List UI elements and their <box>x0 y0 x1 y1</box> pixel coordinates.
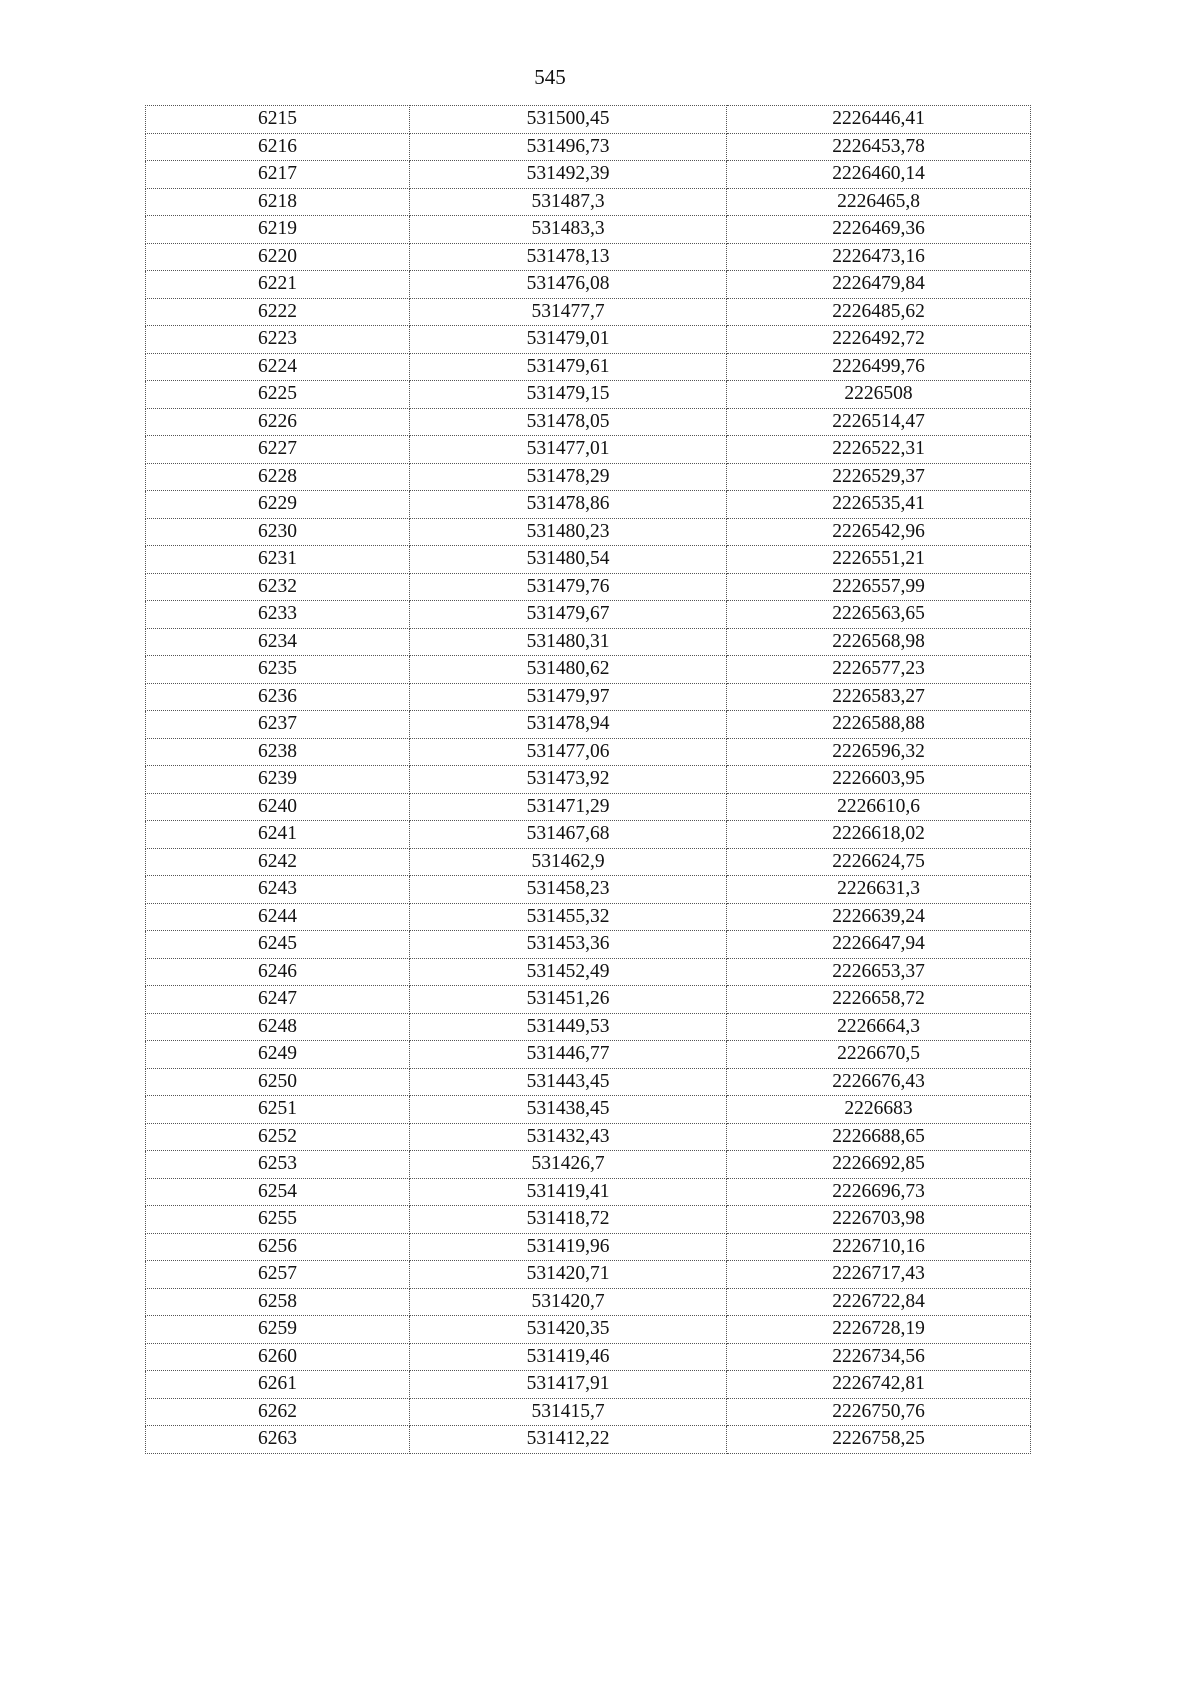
y-coordinate-cell: 2226728,19 <box>727 1316 1031 1344</box>
table-row <box>146 1288 1031 1316</box>
table-row <box>146 161 1031 189</box>
y-coordinate-cell: 2226703,98 <box>727 1206 1031 1234</box>
table-row <box>146 656 1031 684</box>
table-row <box>146 326 1031 354</box>
point-number-cell: 6258 <box>146 1288 410 1316</box>
table-row <box>146 188 1031 216</box>
x-coordinate-cell: 531438,45 <box>410 1096 727 1124</box>
point-number-cell: 6229 <box>146 491 410 519</box>
page-number: 545 <box>534 65 566 89</box>
point-number-cell: 6224 <box>146 353 410 381</box>
y-coordinate-cell: 2226624,75 <box>727 848 1031 876</box>
table-row <box>146 573 1031 601</box>
x-coordinate-cell: 531479,67 <box>410 601 727 629</box>
point-number-cell: 6237 <box>146 711 410 739</box>
y-coordinate-cell: 2226492,72 <box>727 326 1031 354</box>
table-row <box>146 1151 1031 1179</box>
y-coordinate-cell: 2226551,21 <box>727 546 1031 574</box>
y-coordinate-cell: 2226603,95 <box>727 766 1031 794</box>
table-row <box>146 1123 1031 1151</box>
coordinates-table-body <box>146 106 1031 1454</box>
y-coordinate-cell: 2226639,24 <box>727 903 1031 931</box>
x-coordinate-cell: 531480,23 <box>410 518 727 546</box>
y-coordinate-cell: 2226683 <box>727 1096 1031 1124</box>
y-coordinate-cell: 2226514,47 <box>727 408 1031 436</box>
table-row <box>146 683 1031 711</box>
point-number-cell: 6215 <box>146 106 410 134</box>
x-coordinate-cell: 531480,62 <box>410 656 727 684</box>
point-number-cell: 6249 <box>146 1041 410 1069</box>
x-coordinate-cell: 531432,43 <box>410 1123 727 1151</box>
point-number-cell: 6228 <box>146 463 410 491</box>
table-row <box>146 353 1031 381</box>
point-number-cell: 6243 <box>146 876 410 904</box>
x-coordinate-cell: 531492,39 <box>410 161 727 189</box>
x-coordinate-cell: 531452,49 <box>410 958 727 986</box>
y-coordinate-cell: 2226508 <box>727 381 1031 409</box>
point-number-cell: 6251 <box>146 1096 410 1124</box>
table-row <box>146 518 1031 546</box>
point-number-cell: 6260 <box>146 1343 410 1371</box>
table-row <box>146 931 1031 959</box>
x-coordinate-cell: 531420,7 <box>410 1288 727 1316</box>
point-number-cell: 6254 <box>146 1178 410 1206</box>
point-number-cell: 6252 <box>146 1123 410 1151</box>
point-number-cell: 6226 <box>146 408 410 436</box>
table-row <box>146 1013 1031 1041</box>
x-coordinate-cell: 531473,92 <box>410 766 727 794</box>
y-coordinate-cell: 2226446,41 <box>727 106 1031 134</box>
y-coordinate-cell: 2226479,84 <box>727 271 1031 299</box>
y-coordinate-cell: 2226588,88 <box>727 711 1031 739</box>
table-row <box>146 1206 1031 1234</box>
table-row <box>146 106 1031 134</box>
y-coordinate-cell: 2226596,32 <box>727 738 1031 766</box>
point-number-cell: 6263 <box>146 1426 410 1454</box>
table-row <box>146 986 1031 1014</box>
y-coordinate-cell: 2226465,8 <box>727 188 1031 216</box>
y-coordinate-cell: 2226742,81 <box>727 1371 1031 1399</box>
table-row <box>146 766 1031 794</box>
x-coordinate-cell: 531479,61 <box>410 353 727 381</box>
x-coordinate-cell: 531477,01 <box>410 436 727 464</box>
x-coordinate-cell: 531500,45 <box>410 106 727 134</box>
y-coordinate-cell: 2226658,72 <box>727 986 1031 1014</box>
x-coordinate-cell: 531415,7 <box>410 1398 727 1426</box>
y-coordinate-cell: 2226563,65 <box>727 601 1031 629</box>
table-row <box>146 1096 1031 1124</box>
table-row <box>146 1316 1031 1344</box>
table-row <box>146 243 1031 271</box>
table-row <box>146 903 1031 931</box>
x-coordinate-cell: 531443,45 <box>410 1068 727 1096</box>
table-row <box>146 793 1031 821</box>
point-number-cell: 6236 <box>146 683 410 711</box>
y-coordinate-cell: 2226460,14 <box>727 161 1031 189</box>
y-coordinate-cell: 2226750,76 <box>727 1398 1031 1426</box>
x-coordinate-cell: 531446,77 <box>410 1041 727 1069</box>
x-coordinate-cell: 531480,31 <box>410 628 727 656</box>
table-row <box>146 298 1031 326</box>
point-number-cell: 6261 <box>146 1371 410 1399</box>
x-coordinate-cell: 531479,01 <box>410 326 727 354</box>
table-row <box>146 711 1031 739</box>
point-number-cell: 6241 <box>146 821 410 849</box>
point-number-cell: 6218 <box>146 188 410 216</box>
x-coordinate-cell: 531477,06 <box>410 738 727 766</box>
point-number-cell: 6234 <box>146 628 410 656</box>
y-coordinate-cell: 2226618,02 <box>727 821 1031 849</box>
y-coordinate-cell: 2226469,36 <box>727 216 1031 244</box>
x-coordinate-cell: 531479,15 <box>410 381 727 409</box>
x-coordinate-cell: 531480,54 <box>410 546 727 574</box>
y-coordinate-cell: 2226631,3 <box>727 876 1031 904</box>
point-number-cell: 6248 <box>146 1013 410 1041</box>
point-number-cell: 6244 <box>146 903 410 931</box>
point-number-cell: 6232 <box>146 573 410 601</box>
y-coordinate-cell: 2226485,62 <box>727 298 1031 326</box>
point-number-cell: 6259 <box>146 1316 410 1344</box>
point-number-cell: 6239 <box>146 766 410 794</box>
x-coordinate-cell: 531420,71 <box>410 1261 727 1289</box>
x-coordinate-cell: 531479,97 <box>410 683 727 711</box>
y-coordinate-cell: 2226647,94 <box>727 931 1031 959</box>
x-coordinate-cell: 531458,23 <box>410 876 727 904</box>
point-number-cell: 6221 <box>146 271 410 299</box>
point-number-cell: 6230 <box>146 518 410 546</box>
x-coordinate-cell: 531419,41 <box>410 1178 727 1206</box>
x-coordinate-cell: 531479,76 <box>410 573 727 601</box>
y-coordinate-cell: 2226529,37 <box>727 463 1031 491</box>
x-coordinate-cell: 531418,72 <box>410 1206 727 1234</box>
x-coordinate-cell: 531420,35 <box>410 1316 727 1344</box>
y-coordinate-cell: 2226610,6 <box>727 793 1031 821</box>
table-row <box>146 1398 1031 1426</box>
x-coordinate-cell: 531451,26 <box>410 986 727 1014</box>
point-number-cell: 6227 <box>146 436 410 464</box>
x-coordinate-cell: 531478,05 <box>410 408 727 436</box>
x-coordinate-cell: 531496,73 <box>410 133 727 161</box>
x-coordinate-cell: 531476,08 <box>410 271 727 299</box>
table-row <box>146 821 1031 849</box>
point-number-cell: 6231 <box>146 546 410 574</box>
point-number-cell: 6223 <box>146 326 410 354</box>
point-number-cell: 6245 <box>146 931 410 959</box>
y-coordinate-cell: 2226722,84 <box>727 1288 1031 1316</box>
x-coordinate-cell: 531453,36 <box>410 931 727 959</box>
table-row <box>146 1233 1031 1261</box>
point-number-cell: 6256 <box>146 1233 410 1261</box>
table-row <box>146 436 1031 464</box>
point-number-cell: 6257 <box>146 1261 410 1289</box>
table-row <box>146 1261 1031 1289</box>
x-coordinate-cell: 531478,29 <box>410 463 727 491</box>
x-coordinate-cell: 531455,32 <box>410 903 727 931</box>
point-number-cell: 6242 <box>146 848 410 876</box>
table-row <box>146 381 1031 409</box>
y-coordinate-cell: 2226473,16 <box>727 243 1031 271</box>
table-row <box>146 738 1031 766</box>
table-row <box>146 1178 1031 1206</box>
point-number-cell: 6246 <box>146 958 410 986</box>
table-row <box>146 601 1031 629</box>
y-coordinate-cell: 2226583,27 <box>727 683 1031 711</box>
x-coordinate-cell: 531471,29 <box>410 793 727 821</box>
y-coordinate-cell: 2226696,73 <box>727 1178 1031 1206</box>
point-number-cell: 6235 <box>146 656 410 684</box>
table-row <box>146 958 1031 986</box>
table-row <box>146 848 1031 876</box>
point-number-cell: 6216 <box>146 133 410 161</box>
x-coordinate-cell: 531477,7 <box>410 298 727 326</box>
x-coordinate-cell: 531412,22 <box>410 1426 727 1454</box>
point-number-cell: 6247 <box>146 986 410 1014</box>
y-coordinate-cell: 2226670,5 <box>727 1041 1031 1069</box>
y-coordinate-cell: 2226577,23 <box>727 656 1031 684</box>
point-number-cell: 6255 <box>146 1206 410 1234</box>
table-row <box>146 216 1031 244</box>
point-number-cell: 6238 <box>146 738 410 766</box>
y-coordinate-cell: 2226664,3 <box>727 1013 1031 1041</box>
y-coordinate-cell: 2226676,43 <box>727 1068 1031 1096</box>
y-coordinate-cell: 2226499,76 <box>727 353 1031 381</box>
x-coordinate-cell: 531462,9 <box>410 848 727 876</box>
point-number-cell: 6225 <box>146 381 410 409</box>
point-number-cell: 6262 <box>146 1398 410 1426</box>
table-row <box>146 1426 1031 1454</box>
table-row <box>146 491 1031 519</box>
y-coordinate-cell: 2226542,96 <box>727 518 1031 546</box>
x-coordinate-cell: 531449,53 <box>410 1013 727 1041</box>
table-row <box>146 628 1031 656</box>
x-coordinate-cell: 531426,7 <box>410 1151 727 1179</box>
table-row <box>146 463 1031 491</box>
x-coordinate-cell: 531478,86 <box>410 491 727 519</box>
x-coordinate-cell: 531417,91 <box>410 1371 727 1399</box>
y-coordinate-cell: 2226692,85 <box>727 1151 1031 1179</box>
point-number-cell: 6220 <box>146 243 410 271</box>
y-coordinate-cell: 2226758,25 <box>727 1426 1031 1454</box>
coordinates-table <box>145 105 1031 1454</box>
table-row <box>146 133 1031 161</box>
table-row <box>146 1371 1031 1399</box>
y-coordinate-cell: 2226568,98 <box>727 628 1031 656</box>
point-number-cell: 6219 <box>146 216 410 244</box>
x-coordinate-cell: 531483,3 <box>410 216 727 244</box>
y-coordinate-cell: 2226734,56 <box>727 1343 1031 1371</box>
point-number-cell: 6217 <box>146 161 410 189</box>
point-number-cell: 6233 <box>146 601 410 629</box>
x-coordinate-cell: 531478,94 <box>410 711 727 739</box>
y-coordinate-cell: 2226453,78 <box>727 133 1031 161</box>
x-coordinate-cell: 531478,13 <box>410 243 727 271</box>
table-row <box>146 1041 1031 1069</box>
table-row <box>146 876 1031 904</box>
point-number-cell: 6253 <box>146 1151 410 1179</box>
x-coordinate-cell: 531419,96 <box>410 1233 727 1261</box>
x-coordinate-cell: 531419,46 <box>410 1343 727 1371</box>
y-coordinate-cell: 2226710,16 <box>727 1233 1031 1261</box>
x-coordinate-cell: 531467,68 <box>410 821 727 849</box>
point-number-cell: 6250 <box>146 1068 410 1096</box>
table-row <box>146 1068 1031 1096</box>
point-number-cell: 6222 <box>146 298 410 326</box>
y-coordinate-cell: 2226522,31 <box>727 436 1031 464</box>
x-coordinate-cell: 531487,3 <box>410 188 727 216</box>
y-coordinate-cell: 2226717,43 <box>727 1261 1031 1289</box>
table-row <box>146 408 1031 436</box>
table-row <box>146 271 1031 299</box>
table-row <box>146 1343 1031 1371</box>
y-coordinate-cell: 2226688,65 <box>727 1123 1031 1151</box>
y-coordinate-cell: 2226535,41 <box>727 491 1031 519</box>
y-coordinate-cell: 2226653,37 <box>727 958 1031 986</box>
point-number-cell: 6240 <box>146 793 410 821</box>
y-coordinate-cell: 2226557,99 <box>727 573 1031 601</box>
table-row <box>146 546 1031 574</box>
